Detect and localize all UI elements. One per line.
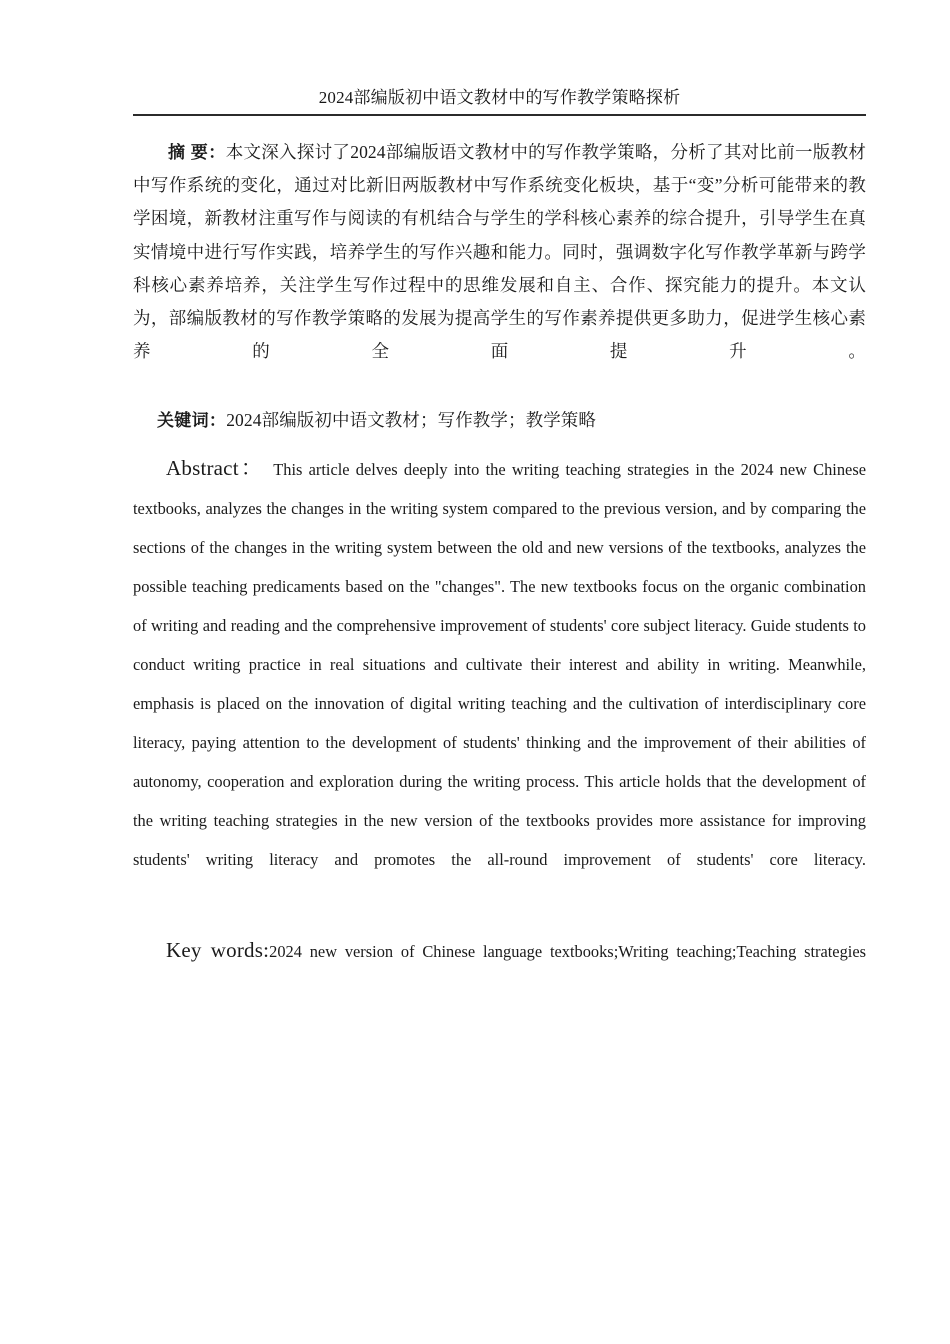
chinese-keywords-label: 关键词： xyxy=(157,410,227,430)
header-divider xyxy=(133,114,866,116)
chinese-keywords-text: 2024部编版初中语文教材；写作教学；教学策略 xyxy=(226,409,597,430)
chinese-abstract-label: 摘 要： xyxy=(168,143,226,162)
chinese-keywords-paragraph xyxy=(133,404,866,437)
page-title: 2024部编版初中语文教材中的写作教学策略探析 xyxy=(318,88,681,107)
english-abstract-text: This article delves deeply into the writing teaching strategies in the 2024 new Chinese textbooks, analyzes the changes in the writing system compared to the previous version, and by comparing the sections of the changes in the writing system between the old and new versions of the textbooks, analyzes the possible teaching predicaments based on the "changes". The new textbooks focus on the organic combination of writing and reading and the comprehensive improvement of students' core subject literacy. Guide students to conduct writing practice in real situations and cultivate their interest and ability in writing. Meanwhile, emphasis is placed on the innovation of digital writing teaching and the cultivation of interdisciplinary core literacy, paying attention to the development of students' thinking and the improvement of their abilities of autonomy, cooperation and exploration during the writing process. This article holds that the development of the writing teaching strategies in the new version of the textbooks provides more assistance for improving students' writing literacy and promotes the all-round improvement of students' core literacy. xyxy=(133,459,866,869)
english-keywords-paragraph xyxy=(133,931,866,1010)
english-abstract-paragraph xyxy=(133,449,866,918)
chinese-abstract-paragraph xyxy=(133,136,866,402)
chinese-abstract-text: 本文深入探讨了2024部编版语文教材中的写作教学策略，分析了其对比前一版教材中写作系统的变化，通过对比新旧两版教材中写作系统变化板块，基于“变”分析可能带来的教学困境，新教材注重写作与阅读的有机结合与学生的学科核心素养的综合提升，引导学生在真实情境中进行写作实践，培养学生的写作兴趣和能力。同时，强调数字化写作教学革新与跨学科核心素养培养，关注学生写作过程中的思维发展和自主、合作、探究能力的提升。本文认为，部编版教材的写作教学策略的发展为提高学生的写作素养提供更多助力，促进学生核心素养的全面提升。 xyxy=(133,142,866,362)
english-keywords-label: Key words: xyxy=(166,937,270,962)
running-header xyxy=(133,86,866,116)
english-abstract-label: Abstract： xyxy=(166,455,265,480)
document-content xyxy=(133,136,866,1010)
english-keywords-text: 2024 new version of Chinese language textbooks;Writing teaching;Teaching strategies xyxy=(269,941,866,961)
